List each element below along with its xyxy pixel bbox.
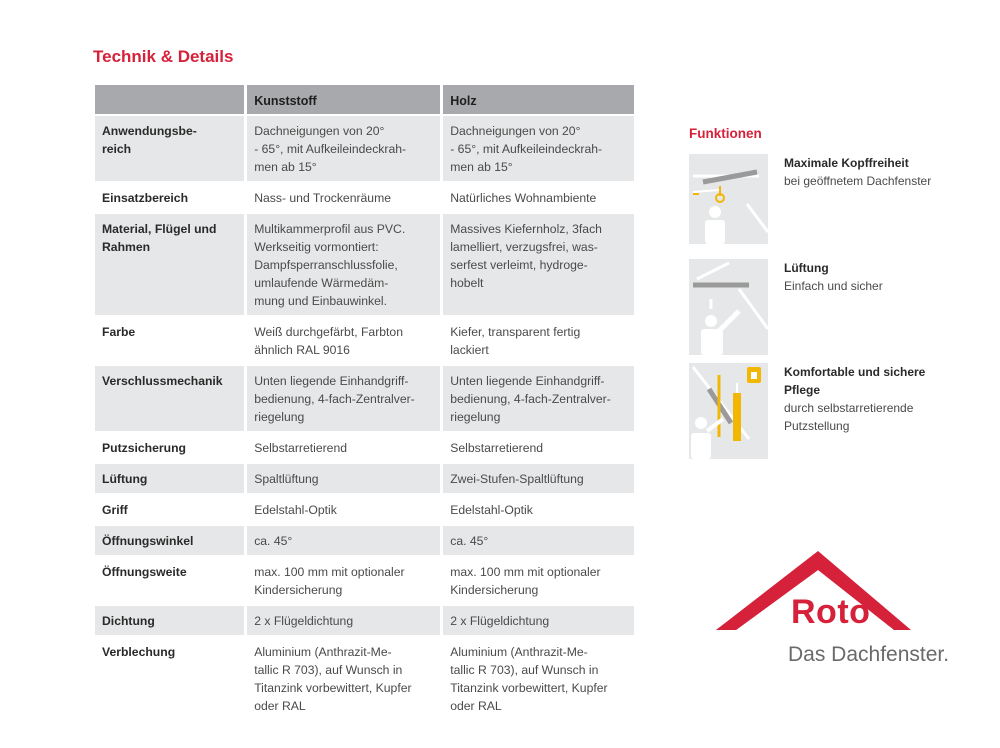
row-label: Material, Flügel und Rahmen <box>95 212 244 315</box>
brand-name: Roto <box>791 593 871 631</box>
table-row <box>95 524 634 555</box>
function-heading: Lüftung <box>784 261 829 275</box>
table-row <box>95 635 634 720</box>
table-row <box>95 493 634 524</box>
table-row <box>95 555 634 604</box>
table-row <box>95 604 634 635</box>
cell-holz: Massives Kiefernholz, 3fach lamelliert, verzugsfrei, was- serfest verleimt, hydroge- hobelt <box>440 212 634 315</box>
row-label: Griff <box>95 493 244 524</box>
row-label: Verblechung <box>95 635 244 720</box>
cell-kunststoff: Weiß durchgefärbt, Farbton ähnlich RAL 9016 <box>244 315 440 364</box>
function-text: bei geöffnetem Dachfenster <box>784 174 932 188</box>
cell-kunststoff: Multikammerprofil aus PVC. Werkseitig vormontiert: Dampfsperranschlussfolie, umlaufende Wärmedäm- mung und Einbauwinkel. <box>244 212 440 315</box>
cell-holz: Selbstarretierend <box>440 431 634 462</box>
cell-kunststoff: Nass- und Trockenräume <box>244 181 440 212</box>
function-heading: Maximale Kopffreiheit <box>784 156 909 170</box>
page-title: Technik & Details <box>93 47 234 66</box>
cell-kunststoff: Edelstahl-Optik <box>244 493 440 524</box>
cell-holz: Natürliches Wohnambiente <box>440 181 634 212</box>
brand-tagline: Das Dachfenster. <box>788 643 950 666</box>
function-heading: Komfortable und sichere Pflege <box>784 365 926 397</box>
table-row <box>95 315 634 364</box>
cell-kunststoff: Spaltlüftung <box>244 462 440 493</box>
cell-holz: Unten liegende Einhandgriff- bedienung, 4-fach-Zentralver- riegelung <box>440 364 634 431</box>
function-text: durch selbstarretierende Putzstellung <box>784 401 914 433</box>
cell-holz: 2 x Flügeldichtung <box>440 604 634 635</box>
cell-kunststoff: ca. 45° <box>244 524 440 555</box>
row-label: Einsatzbereich <box>95 181 244 212</box>
cell-kunststoff: Aluminium (Anthrazit-Me- tallic R 703), auf Wunsch in Titanzink vorbewittert, Kupfer oder RAL <box>244 635 440 720</box>
table-header-row <box>95 85 634 114</box>
table-row <box>95 462 634 493</box>
ventilation-icon <box>689 259 768 355</box>
cell-kunststoff: max. 100 mm mit optionaler Kindersicherung <box>244 555 440 604</box>
cleaning-position-icon <box>689 363 768 459</box>
funktionen-title: Funktionen <box>689 126 762 141</box>
function-text: Einfach und sicher <box>784 279 883 293</box>
row-label: Dichtung <box>95 604 244 635</box>
table-row <box>95 212 634 315</box>
cell-holz: max. 100 mm mit optionaler Kindersicherung <box>440 555 634 604</box>
cell-kunststoff: Unten liegende Einhandgriff- bedienung, 4-fach-Zentralver- riegelung <box>244 364 440 431</box>
row-label: Verschlussmechanik <box>95 364 244 431</box>
row-label: Öffnungsweite <box>95 555 244 604</box>
table-row <box>95 364 634 431</box>
row-label: Anwendungsbe- reich <box>95 114 244 181</box>
row-label: Öffnungswinkel <box>95 524 244 555</box>
cell-kunststoff: 2 x Flügeldichtung <box>244 604 440 635</box>
cell-kunststoff: Selbstarretierend <box>244 431 440 462</box>
row-label: Putzsicherung <box>95 431 244 462</box>
cell-holz: Kiefer, transparent fertig lackiert <box>440 315 634 364</box>
cell-holz: ca. 45° <box>440 524 634 555</box>
cell-kunststoff: Dachneigungen von 20° - 65°, mit Aufkeileindeckrah- men ab 15° <box>244 114 440 181</box>
cell-holz: Zwei-Stufen-Spaltlüftung <box>440 462 634 493</box>
cell-holz: Edelstahl-Optik <box>440 493 634 524</box>
cell-holz: Aluminium (Anthrazit-Me- tallic R 703), auf Wunsch in Titanzink vorbewittert, Kupfer oder RAL <box>440 635 634 720</box>
table-row <box>95 431 634 462</box>
row-label: Farbe <box>95 315 244 364</box>
roto-logo <box>716 551 976 681</box>
header-kunststoff: Kunststoff <box>244 85 440 114</box>
header-holz: Holz <box>440 85 634 114</box>
row-label: Lüftung <box>95 462 244 493</box>
spec-table <box>95 85 634 720</box>
table-row <box>95 181 634 212</box>
head-clearance-icon <box>689 154 768 244</box>
header-empty <box>95 85 244 114</box>
table-row <box>95 114 634 181</box>
cell-holz: Dachneigungen von 20° - 65°, mit Aufkeileindeckrah- men ab 15° <box>440 114 634 181</box>
